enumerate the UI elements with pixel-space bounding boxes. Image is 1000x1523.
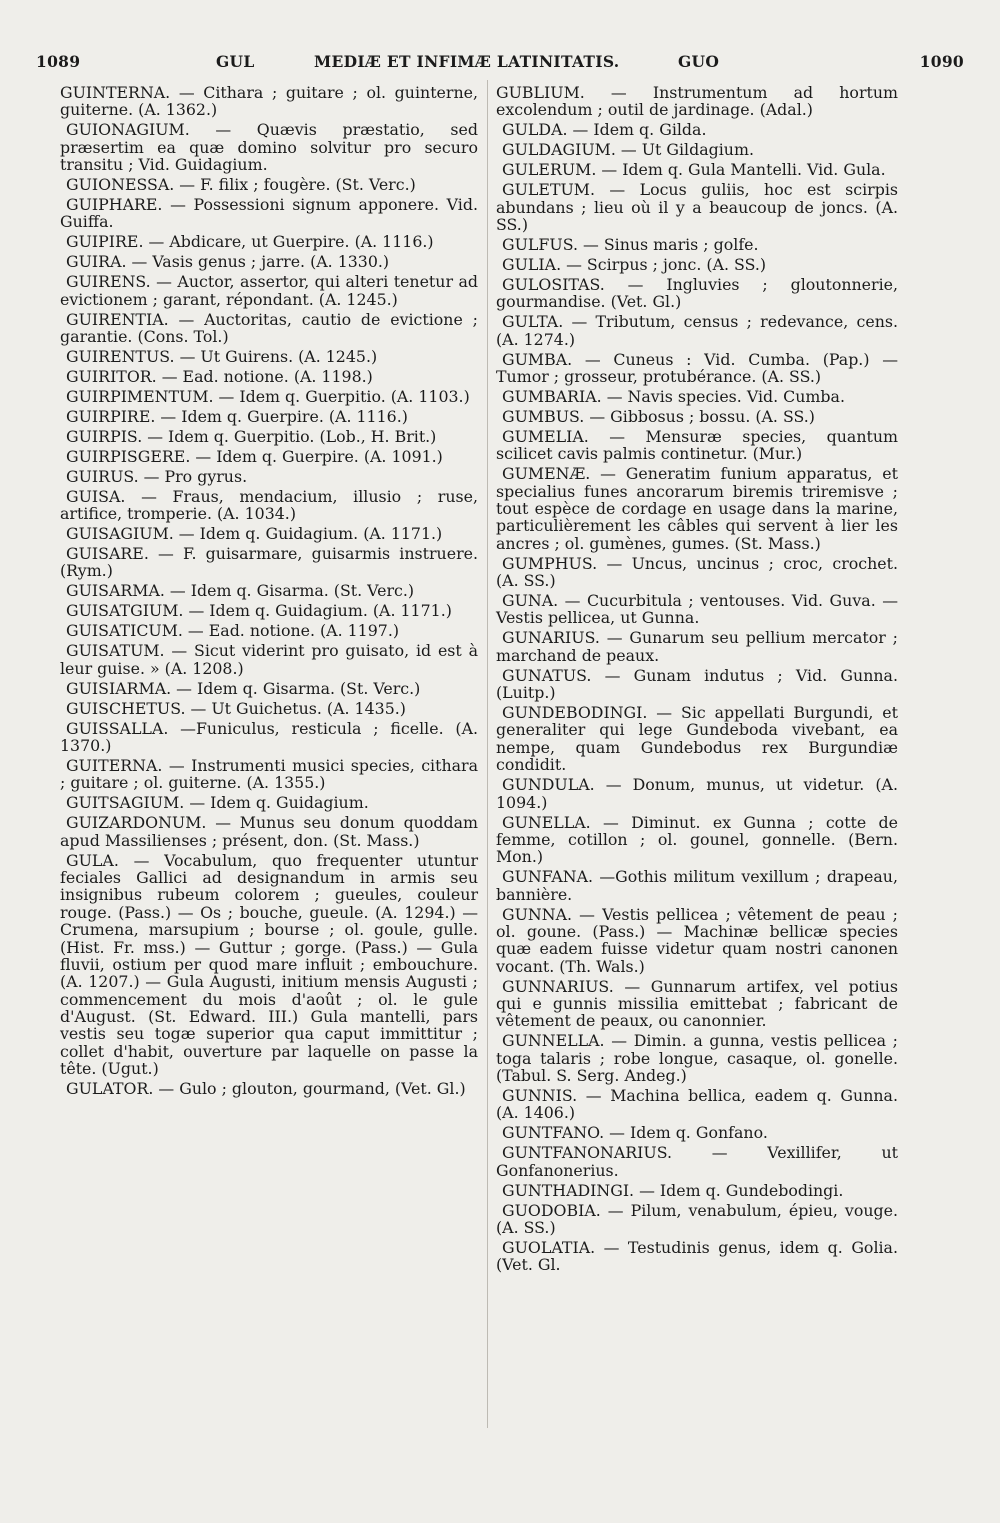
dictionary-entry: GUNTFANONARIUS. — Vexillifer, ut Gonfanonerius. [496,1143,898,1180]
dictionary-entry: GUITSAGIUM. — Idem q. Guidagium. [66,793,369,813]
dictionary-entry: GULA. — Vocabulum, quo frequenter utuntur feciales Gallici ad designandum in armis seu insignibus rubeum colorem ; gueules, couleur rouge. (Pass.) — Os ; bouche, gueule. (A. 1294.) — Crumena, marsupium ; bourse ; ol. goule, gulle. (Hist. Fr. mss.) — Guttur ; gorge. (Pass.) — Gula fluvii, ostium per quod mare influit ; embouchure. (A. 1207.) — Gula Augusti, initium mensis Augusti ; commencement du mois d'août ; ol. le gule d'August. (St. Edward. III.) Gula mantelli, pars vestis seu togæ superior qua caput immittitur ; collet d'habit, ouverture par laquelle on passe la tête. (Ugut.) [60,850,478,1079]
dictionary-entry: GUNFANA. —Gothis militum vexillum ; drapeau, bannière. [496,867,898,904]
dictionary-entry: GUNNARIUS. — Gunnarum artifex, vel potius qui e gunnis missilia emittebat ; fabricant de vêtement de peaux, ou canonnier. [496,976,898,1031]
dictionary-entry: GUINTERNA. — Cithara ; guitare ; ol. guinterne, guiterne. (A. 1362.) [60,83,478,120]
dictionary-entry: GUISARE. — F. guisarmare, guisarmis instruere. (Rym.) [60,544,478,581]
dictionary-entry: GUIONESSA. — F. filix ; fougère. (St. Verc.) [66,175,416,195]
dictionary-entry: GUISSALLA. —Funiculus, resticula ; ficelle. (A. 1370.) [60,718,478,755]
dictionary-entry: GUISIARMA. — Idem q. Gisarma. (St. Verc.) [66,678,421,698]
running-title: MEDIÆ ET INFIMÆ LATINITATIS. [314,52,620,71]
dictionary-entry: GUIRPISGERE. — Idem q. Guerpire. (A. 1091.) [66,446,443,466]
dictionary-entry: GUNNIS. — Machina bellica, eadem q. Gunna. (A. 1406.) [496,1086,898,1123]
dictionary-entry: GUNNELLA. — Dimin. a gunna, vestis pellicea ; toga talaris ; robe longue, casaque, ol. gonelle. (Tabul. S. Serg. Andeg.) [496,1031,898,1086]
guide-word-left: GUL [216,52,255,71]
dictionary-entry: GUISCHETUS. — Ut Guichetus. (A. 1435.) [66,698,406,718]
dictionary-entry: GUNARIUS. — Gunarum seu pellium mercator ; marchand de peaux. [496,628,898,665]
dictionary-entry: GULDAGIUM. — Ut Gildagium. [502,140,754,160]
left-column [60,84,478,1100]
dictionary-entry: GUIRUS. — Pro gyrus. [66,466,248,486]
dictionary-entry: GUNATUS. — Gunam indutus ; Vid. Gunna. (Luitp.) [496,665,898,703]
dictionary-entry: GUNTFANO. — Idem q. Gonfano. [502,1123,768,1143]
dictionary-entry: GUNNA. — Vestis pellicea ; vêtement de peau ; ol. goune. (Pass.) — Machinæ bellicæ species quæ eadem fuisse videtur quam nostri canonen vocant. (Th. Wals.) [496,904,898,976]
dictionary-entry: GUNDULA. — Donum, munus, ut videtur. (A. 1094.) [496,775,898,812]
dictionary-entry: GUMBARIA. — Navis species. Vid. Cumba. [502,386,845,406]
dictionary-entry: GULATOR. — Gulo ; glouton, gourmand, (Vet. Gl.) [66,1079,466,1099]
dictionary-entry: GUIRITOR. — Ead. notione. (A. 1198.) [66,366,373,386]
dictionary-entry: GUIRENS. — Auctor, assertor, qui alteri tenetur ad evictionem ; garant, répondant. (A. 1245.) [60,272,478,309]
dictionary-entry: GULETUM. — Locus guliis, hoc est scirpis abundans ; lieu où il y a beaucoup de joncs. (A. SS.) [496,180,898,234]
dictionary-entry: GULIA. — Scirpus ; jonc. (A. SS.) [502,254,767,274]
right-column [496,84,898,1276]
dictionary-entry: GUBLIUM. — Instrumentum ad hortum excolendum ; outil de jardinage. (Adal.) [496,83,898,120]
dictionary-entry: GULDA. — Idem q. Gilda. [502,120,707,140]
dictionary-entry: GUISATICUM. — Ead. notione. (A. 1197.) [66,621,400,641]
dictionary-entry: GUIRPIS. — Idem q. Guerpitio. (Lob., H. Brit.) [66,426,437,446]
page-number-left: 1089 [36,52,81,71]
dictionary-entry: GUOLATIA. — Testudinis genus, idem q. Golia. (Vet. Gl. [496,1238,898,1275]
dictionary-entry: GUNTHADINGI. — Idem q. Gundebodingi. [502,1180,844,1200]
dictionary-entry: GUMBA. — Cuneus : Vid. Cumba. (Pap.) — Tumor ; grosseur, protubérance. (A. SS.) [496,349,898,386]
dictionary-entry: GUIRPIMENTUM. — Idem q. Guerpitio. (A. 1103.) [66,386,470,406]
dictionary-entry: GUIZARDONUM. — Munus seu donum quoddam apud Massilienses ; présent, don. (St. Mass.) [60,813,478,850]
dictionary-entry: GUIRA. — Vasis genus ; jarre. (A. 1330.) [66,252,390,272]
dictionary-entry: GUIONAGIUM. — Quævis præstatio, sed præsertim ea quæ domino solvitur pro securo transitu ; Vid. Guidagium. [60,120,478,175]
dictionary-entry: GUIRPIRE. — Idem q. Guerpire. (A. 1116.) [66,406,408,426]
dictionary-entry: GULERUM. — Idem q. Gula Mantelli. Vid. Gula. [502,160,886,180]
dictionary-entry: GUNELLA. — Diminut. ex Gunna ; cotte de femme, cotillon ; ol. gounel, gonnelle. (Bern. Mon.) [496,812,898,867]
guide-word-right: GUO [678,52,720,71]
dictionary-entry: GUNA. — Cucurbitula ; ventouses. Vid. Guva. — Vestis pellicea, ut Gunna. [496,591,898,628]
dictionary-entry: GUISATUM. — Sicut viderint pro guisato, id est à leur guise. » (A. 1208.) [60,641,478,678]
column-divider [487,80,488,1428]
dictionary-entry: GUIRENTUS. — Ut Guirens. (A. 1245.) [66,347,378,366]
dictionary-entry: GUMELIA. — Mensuræ species, quantum scilicet cavis palmis continetur. (Mur.) [496,426,898,464]
dictionary-entry: GUMENÆ. — Generatim funium apparatus, et specialius funes ancorarum biremis triremisve ; tout espèce de cordage en usage dans la marine, particulièrement les câbles qui servent à lier les ancres ; ol. gumènes, gumes. (St. Mass.) [496,464,898,553]
dictionary-entry: GUISATGIUM. — Idem q. Guidagium. (A. 1171.) [66,601,452,621]
dictionary-entry: GUIPIRE. — Abdicare, ut Guerpire. (A. 1116.) [66,232,434,252]
dictionary-entry: GULTA. — Tributum, census ; redevance, cens. (A. 1274.) [496,312,898,349]
dictionary-entry: GUIPHARE. — Possessioni signum apponere. Vid. Guiffa. [60,195,478,232]
dictionary-entry: GUNDEBODINGI. — Sic appellati Burgundi, et generaliter qui lege Gundeboda vivebant, ea nempe, quam Gundebodus rex Burgundiæ condidit. [496,703,898,775]
dictionary-entry: GUODOBIA. — Pilum, venabulum, épieu, vouge. (A. SS.) [496,1200,898,1238]
dictionary-entry: GUISARMA. — Idem q. Gisarma. (St. Verc.) [66,581,415,601]
running-header [36,52,964,76]
dictionary-entry: GULOSITAS. — Ingluvies ; gloutonnerie, gourmandise. (Vet. Gl.) [496,274,898,312]
dictionary-entry: GUIRENTIA. — Auctoritas, cautio de evictione ; garantie. (Cons. Tol.) [60,309,478,347]
dictionary-entry: GUISAGIUM. — Idem q. Guidagium. (A. 1171.) [66,524,443,544]
dictionary-entry: GUMPHUS. — Uncus, uncinus ; croc, crochet. (A. SS.) [496,553,898,591]
dictionary-entry: GULFUS. — Sinus maris ; golfe. [502,234,759,254]
dictionary-entry: GUMBUS. — Gibbosus ; bossu. (A. SS.) [502,406,815,426]
dictionary-entry: GUISA. — Fraus, mendacium, illusio ; ruse, artifice, tromperie. (A. 1034.) [60,486,478,524]
page-number-right: 1090 [919,52,964,71]
dictionary-entry: GUITERNA. — Instrumenti musici species, cithara ; guitare ; ol. guiterne. (A. 1355.) [60,755,478,793]
